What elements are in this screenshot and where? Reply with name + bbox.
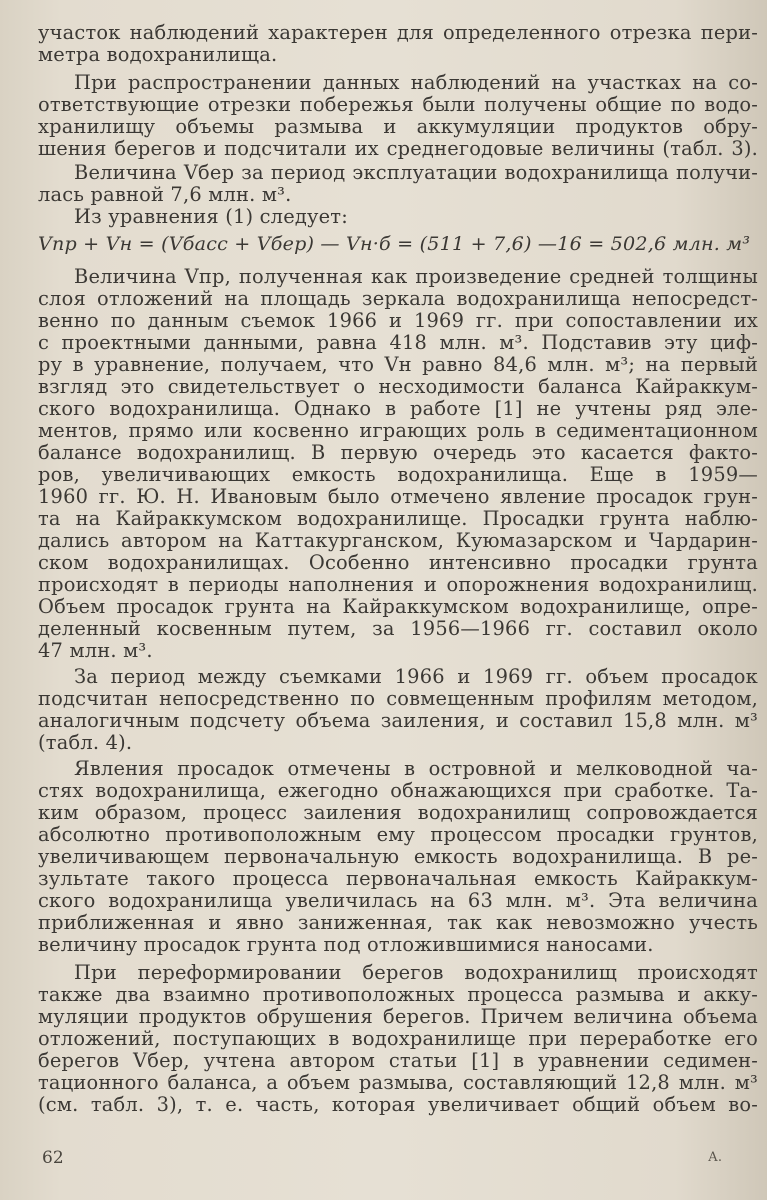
text-line: зультате такого процесса первоначальная емкость Кайраккум- [38, 867, 758, 890]
text-line: дались автором на Каттакурганском, Куюмазарском и Чардарин- [38, 529, 758, 552]
text-line: венно по данным съемок 1966 и 1969 гг. при сопоставлении их [38, 309, 758, 332]
text-line: берегов Vбер, учтена автором статьи [1] в уравнении седимен- [38, 1049, 758, 1072]
page-footer [42, 1148, 722, 1168]
text-line: стях водохранилища, ежегодно обнажающихся при сработке. Та- [38, 779, 758, 802]
text-line: аналогичным подсчету объема заиления, и составил 15,8 млн. м³ [38, 709, 758, 732]
text-line: участок наблюдений характерен для определенного отрезка пери- [38, 21, 758, 44]
text-line: За период между съемками 1966 и 1969 гг. объем просадок [74, 665, 758, 688]
text-line: ров, увеличивающих емкость водохранилища. Еще в 1959— [38, 463, 758, 486]
text-line: ментов, прямо или косвенно играющих роль в седиментационном [38, 419, 758, 442]
text-line: (табл. 4). [38, 731, 133, 754]
printer-mark: А. [708, 1150, 722, 1165]
text-line: лась равной 7,6 млн. м³. [38, 183, 292, 206]
text-line: ким образом, процесс заиления водохранилищ сопровождается [38, 801, 758, 824]
text-line: абсолютно противоположным ему процессом просадки грунтов, [38, 823, 758, 846]
text-line: с проектными данными, равна 418 млн. м³. Подставив эту циф- [38, 331, 758, 354]
text-line: Явления просадок отмечены в островной и мелководной ча- [74, 757, 758, 780]
text-line: муляции продуктов обрушения берегов. Причем величина объема [38, 1005, 758, 1028]
equation: Vпр + Vн = (Vбасс + Vбер) — Vн·б = (511 + 7,6) —16 = 502,6 млн. м³ [38, 232, 751, 255]
text-line: 1960 гг. Ю. Н. Ивановым было отмечено явление просадок грун- [38, 485, 758, 508]
text-line: ского водохранилища. Однако в работе [1] не учтены ряд эле- [38, 397, 758, 420]
text-line: увеличивающем первоначальную емкость водохранилища. В ре- [38, 845, 758, 868]
text-line: тационного баланса, а объем размыва, составляющий 12,8 млн. м³ [38, 1071, 758, 1094]
text-line: взгляд это свидетельствует о несходимости баланса Кайраккум- [38, 375, 758, 398]
text-line: приближенная и явно заниженная, так как невозможно учесть [38, 911, 758, 934]
text-line: подсчитан непосредственно по совмещенным профилям методом, [38, 687, 758, 710]
text-line: При переформировании берегов водохранилищ происходят [74, 961, 758, 984]
text-line: также два взаимно противоположных процесса размыва и акку- [38, 983, 758, 1006]
text-line: 47 млн. м³. [38, 639, 153, 662]
text-line: та на Кайраккумском водохранилище. Просадки грунта наблю- [38, 507, 758, 530]
text-line: ского водохранилища увеличилась на 63 млн. м³. Эта величина [38, 889, 758, 912]
text-line: деленный косвенным путем, за 1956—1966 гг. составил около [38, 617, 758, 640]
text-line: величину просадок грунта под отложившимися наносами. [38, 933, 654, 956]
text-line: Из уравнения (1) следует: [74, 205, 348, 228]
page-number: 62 [42, 1148, 64, 1168]
text-line: Объем просадок грунта на Кайраккумском водохранилище, опре- [38, 595, 758, 618]
text-line: При распространении данных наблюдений на участках на со- [74, 71, 758, 94]
text-line: Величина Vпр, полученная как произведение средней толщины [74, 265, 758, 288]
text-line: хранилищу объемы размыва и аккумуляции продуктов обру- [38, 115, 758, 138]
text-line: ском водохранилищах. Особенно интенсивно просадки грунта [38, 551, 758, 574]
text-line: происходят в периоды наполнения и опорожнения водохранилищ. [38, 573, 758, 596]
text-line: слоя отложений на площадь зеркала водохранилища непосредст- [38, 287, 758, 310]
text-line: Величина Vбер за период эксплуатации водохранилища получи- [74, 161, 758, 184]
text-line: (см. табл. 3), т. е. часть, которая увеличивает общий объем во- [38, 1093, 758, 1116]
text-line: ру в уравнение, получаем, что Vн равно 84,6 млн. м³; на первый [38, 353, 758, 376]
text-line: отложений, поступающих в водохранилище при переработке его [38, 1027, 758, 1050]
text-line: балансе водохранилищ. В первую очередь это касается факто- [38, 441, 758, 464]
text-line: метра водохранилища. [38, 43, 278, 66]
text-line: ответствующие отрезки побережья были получены общие по водо- [38, 93, 758, 116]
text-line: шения берегов и подсчитали их среднегодовые величины (табл. 3). [38, 137, 758, 160]
